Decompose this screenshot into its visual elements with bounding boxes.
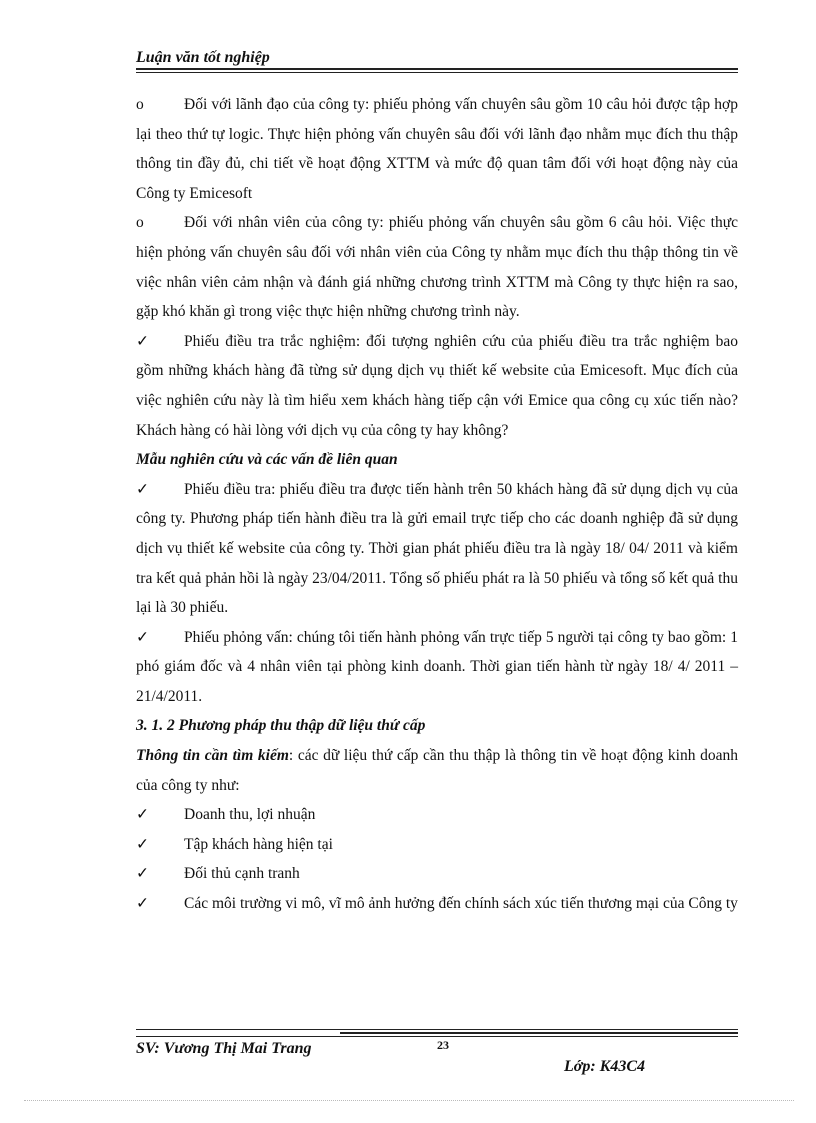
list-item-text: Tập khách hàng hiện tại (184, 835, 333, 853)
checkmark-icon: ✓ (136, 628, 149, 646)
header-title: Luận văn tốt nghiệp (136, 49, 270, 66)
list-item-text: Các môi trường vi mô, vĩ mô ảnh hưởng đến chính sách xúc tiến thương mại của Công ty (184, 895, 738, 913)
page-body (136, 90, 738, 919)
checkmark-icon: ✓ (136, 480, 149, 498)
info-needed-text: : các dữ liệu thứ cấp cần thu thập là thông tin về hoạt động kinh doanh của công ty như: (136, 747, 738, 794)
page-edge-divider (24, 1100, 794, 1101)
hollow-bullet-icon: o (136, 214, 144, 232)
list-item-customers (136, 830, 738, 860)
paragraph-leaders (136, 90, 738, 208)
list-item-revenue (136, 800, 738, 830)
page-number: 23 (437, 1038, 449, 1052)
section-heading-sample: Mẫu nghiên cứu và các vấn đề liên quan (136, 451, 398, 469)
checkmark-icon: ✓ (136, 806, 149, 824)
paragraph-text: Đối với nhân viên của công ty: phiếu phỏng vấn chuyên sâu gồm 6 câu hỏi. Việc thực hiện phỏng vấn chuyên sâu đối với nhân viên của Công ty nhằm mục đích thu thập thông tin về việc nhân viên cảm nhận và đánh giá những chương trình XTTM mà Công ty thực hiện ra sao, gặp khó khăn gì trong việc thực hiện những chương trình này. (136, 214, 738, 321)
list-item-survey-form (136, 475, 738, 623)
footer-student-name: SV: Vương Thị Mai Trang (136, 1040, 312, 1057)
footer-rule-lower (136, 1036, 738, 1037)
footer-rule-thick (340, 1032, 738, 1034)
info-needed-label: Thông tin cần tìm kiếm (136, 747, 289, 765)
paragraph-text: Phiếu điều tra trắc nghiệm: đối tượng nghiên cứu của phiếu điều tra trắc nghiệm bao gồm những khách hàng đã từng sử dụng dịch vụ thiết kế website của Emicesoft. Mục đích của việc nghiên cứu này là tìm hiểu xem khách hàng tiếp cận với Emice qua công cụ xúc tiến nào? Khách hàng có hài lòng với dịch vụ của công ty hay không? (136, 332, 738, 439)
footer-rule-thin (136, 1029, 738, 1030)
header-rule-thin (136, 72, 738, 73)
section-heading-secondary-data: 3. 1. 2 Phương pháp thu thập dữ liệu thứ cấp (136, 717, 426, 735)
checkmark-icon: ✓ (136, 835, 149, 853)
footer-class: Lớp: K43C4 (564, 1058, 646, 1075)
list-item-text: Doanh thu, lợi nhuận (184, 806, 316, 824)
hollow-bullet-icon: o (136, 96, 144, 113)
list-item-text: Phiếu điều tra: phiếu điều tra được tiến hành trên 50 khách hàng đã sử dụng dịch vụ của công ty. Phương pháp tiến hành điều tra là gửi email trực tiếp cho các doanh nghiệp đã sử dụng dịch vụ thiết kế website của công ty. Thời gian phát phiếu điều tra là ngày 18/ 04/ 2011 và kiểm tra kết quả phản hồi là ngày 23/04/2011. Tổng số phiếu phát ra là 50 phiếu và tổng số kết quả thu lại là 30 phiếu. (136, 480, 738, 617)
checkmark-icon: ✓ (136, 332, 149, 350)
list-item-interview-form (136, 623, 738, 712)
paragraph-text: Đối với lãnh đạo của công ty: phiếu phỏng vấn chuyên sâu gồm 10 câu hỏi được tập hợp lại theo thứ tự logic. Thực hiện phỏng vấn chuyên sâu đối với lãnh đạo nhằm mục đích thu thập thông tin đầy đủ, chi tiết về hoạt động XTTM và mức độ quan tâm đối với hoạt động này của Công ty Emicesoft (136, 96, 738, 202)
paragraph-survey (136, 327, 738, 445)
checkmark-icon: ✓ (136, 865, 149, 883)
paragraph-info-needed (136, 741, 738, 800)
list-item-environment (136, 889, 738, 919)
list-item-competitors (136, 859, 738, 889)
header-rule-thick (136, 68, 738, 70)
list-item-text: Phiếu phỏng vấn: chúng tôi tiến hành phỏng vấn trực tiếp 5 người tại công ty bao gồm: 1 phó giám đốc và 4 nhân viên tại phòng kinh doanh. Thời gian tiến hành từ ngày 18/ 4/ 2011 – 21/4/2011. (136, 628, 738, 705)
paragraph-employees (136, 208, 738, 326)
list-item-text: Đối thủ cạnh tranh (184, 865, 300, 883)
checkmark-icon: ✓ (136, 895, 149, 913)
